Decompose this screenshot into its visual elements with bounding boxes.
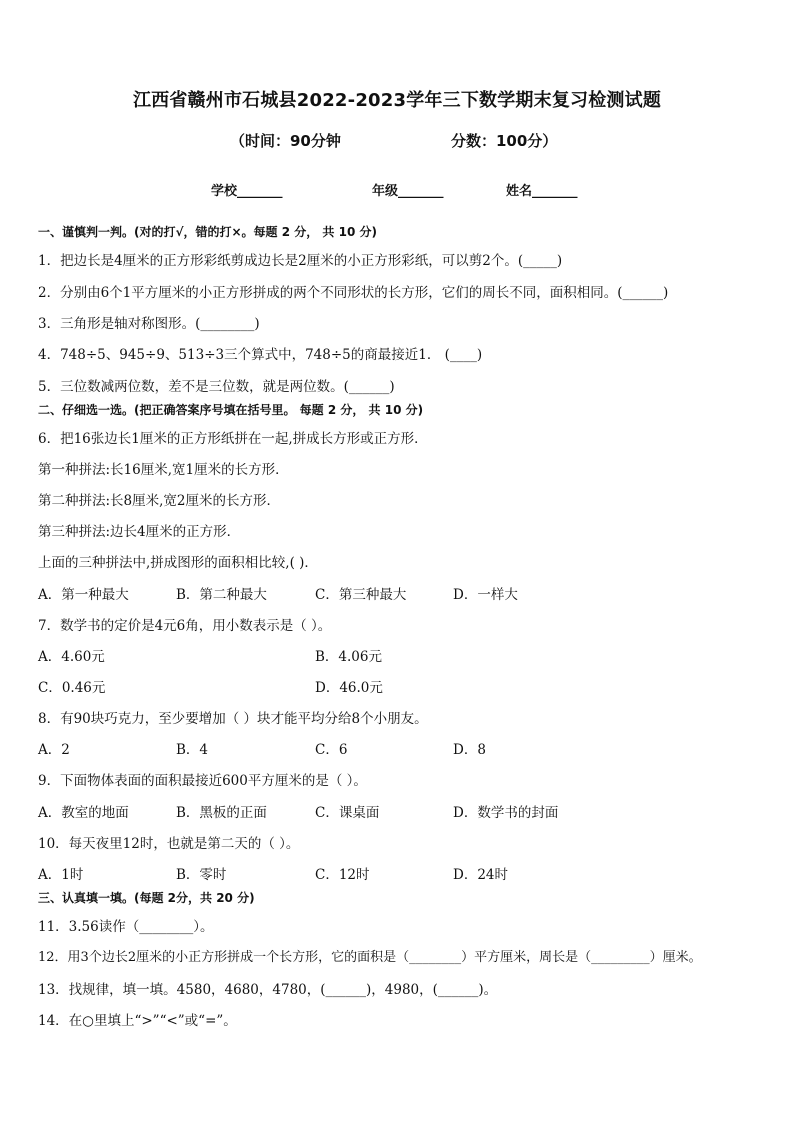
question-6-line-4: 上面的三种拼法中,拼成图形的面积相比较,( )．: [38, 555, 318, 571]
q8-option-b: B．4: [176, 742, 209, 758]
name-field: 姓名_______: [506, 184, 578, 199]
question-4: 4．748÷5、945÷9、513÷3三个算式中，748÷5的商最接近1． (____): [38, 347, 483, 363]
q10-option-c: C．12时: [315, 867, 370, 883]
q10-option-a: A．1时: [38, 867, 84, 883]
question-7-stem: 7．数学书的定价是4元6角，用小数表示是（ ）。: [38, 618, 332, 634]
q7-option-b: B．4.06元: [315, 649, 382, 665]
question-5: 5．三位数减两位数，差不是三位数，就是两位数。(______): [38, 379, 395, 395]
question-3: 3．三角形是轴对称图形。(________): [38, 316, 260, 332]
section-heading-fill: 三、认真填一填。(每题 2分，共 20 分): [38, 891, 255, 905]
question-9-stem: 9．下面物体表面的面积最接近600平方厘米的是（ ）。: [38, 773, 367, 789]
question-11: 11．3.56读作（________）。: [38, 919, 214, 935]
question-8-stem: 8．有90块巧克力，至少要增加（ ）块才能平均分给8个小朋友。: [38, 711, 428, 727]
question-14: 14．在○里填上“>”“<”或“=”。: [38, 1013, 237, 1029]
q9-option-c: C．课桌面: [315, 805, 380, 821]
question-1: 1．把边长是4厘米的正方形彩纸剪成边长是2厘米的小正方形彩纸，可以剪2个。(_____): [38, 253, 563, 269]
exam-score: 分数：100分）: [451, 132, 558, 150]
question-6-line-2: 第二种拼法:长8厘米,宽2厘米的长方形．: [38, 493, 281, 509]
q9-option-a: A．教室的地面: [38, 805, 129, 821]
page-title: 江西省赣州市石城县2022-2023学年三下数学期末复习检测试题: [132, 90, 662, 111]
question-6-line-1: 第一种拼法:长16厘米,宽1厘米的长方形．: [38, 462, 289, 478]
q8-option-a: A．2: [38, 742, 70, 758]
exam-time: （时间：90分钟: [230, 132, 341, 150]
question-10-stem: 10．每天夜里12时，也就是第二天的（ ）。: [38, 836, 300, 852]
question-2: 2．分别由6个1平方厘米的小正方形拼成的两个不同形状的长方形，它们的周长不同，面积相同。(______): [38, 285, 669, 301]
q9-option-d: D．数学书的封面: [453, 805, 559, 821]
q6-option-b: B．第二种最大: [176, 587, 267, 603]
q8-option-c: C．6: [315, 742, 348, 758]
q6-option-c: C．第三种最大: [315, 587, 407, 603]
q7-option-d: D．46.0元: [315, 680, 383, 696]
question-12: 12．用3个边长2厘米的小正方形拼成一个长方形，它的面积是（________）平方厘米，周长是（_________）厘米。: [38, 950, 702, 965]
q9-option-b: B．黑板的正面: [176, 805, 267, 821]
question-6-line-3: 第三种拼法:边长4厘米的正方形．: [38, 524, 241, 540]
section-heading-judge: 一、谨慎判一判。(对的打√，错的打×。每题 2 分， 共 10 分): [38, 225, 377, 239]
question-6-stem: 6．把16张边长1厘米的正方形纸拼在一起,拼成长方形或正方形．: [38, 431, 428, 447]
q7-option-c: C．0.46元: [38, 680, 106, 696]
q7-option-a: A．4.60元: [38, 649, 105, 665]
q10-option-d: D．24时: [453, 867, 509, 883]
grade-field: 年级_______: [372, 184, 444, 199]
q6-option-d: D．一样大: [453, 587, 518, 603]
q10-option-b: B．零时: [176, 867, 227, 883]
school-field: 学校_______: [211, 184, 283, 199]
section-heading-choose: 二、仔细选一选。(把正确答案序号填在括号里。 每题 2 分， 共 10 分): [38, 403, 424, 417]
q6-option-a: A．第一种最大: [38, 587, 129, 603]
q8-option-d: D．8: [453, 742, 486, 758]
question-13: 13．找规律，填一填。4580，4680，4780，(______)，4980，(______)。: [38, 982, 498, 998]
